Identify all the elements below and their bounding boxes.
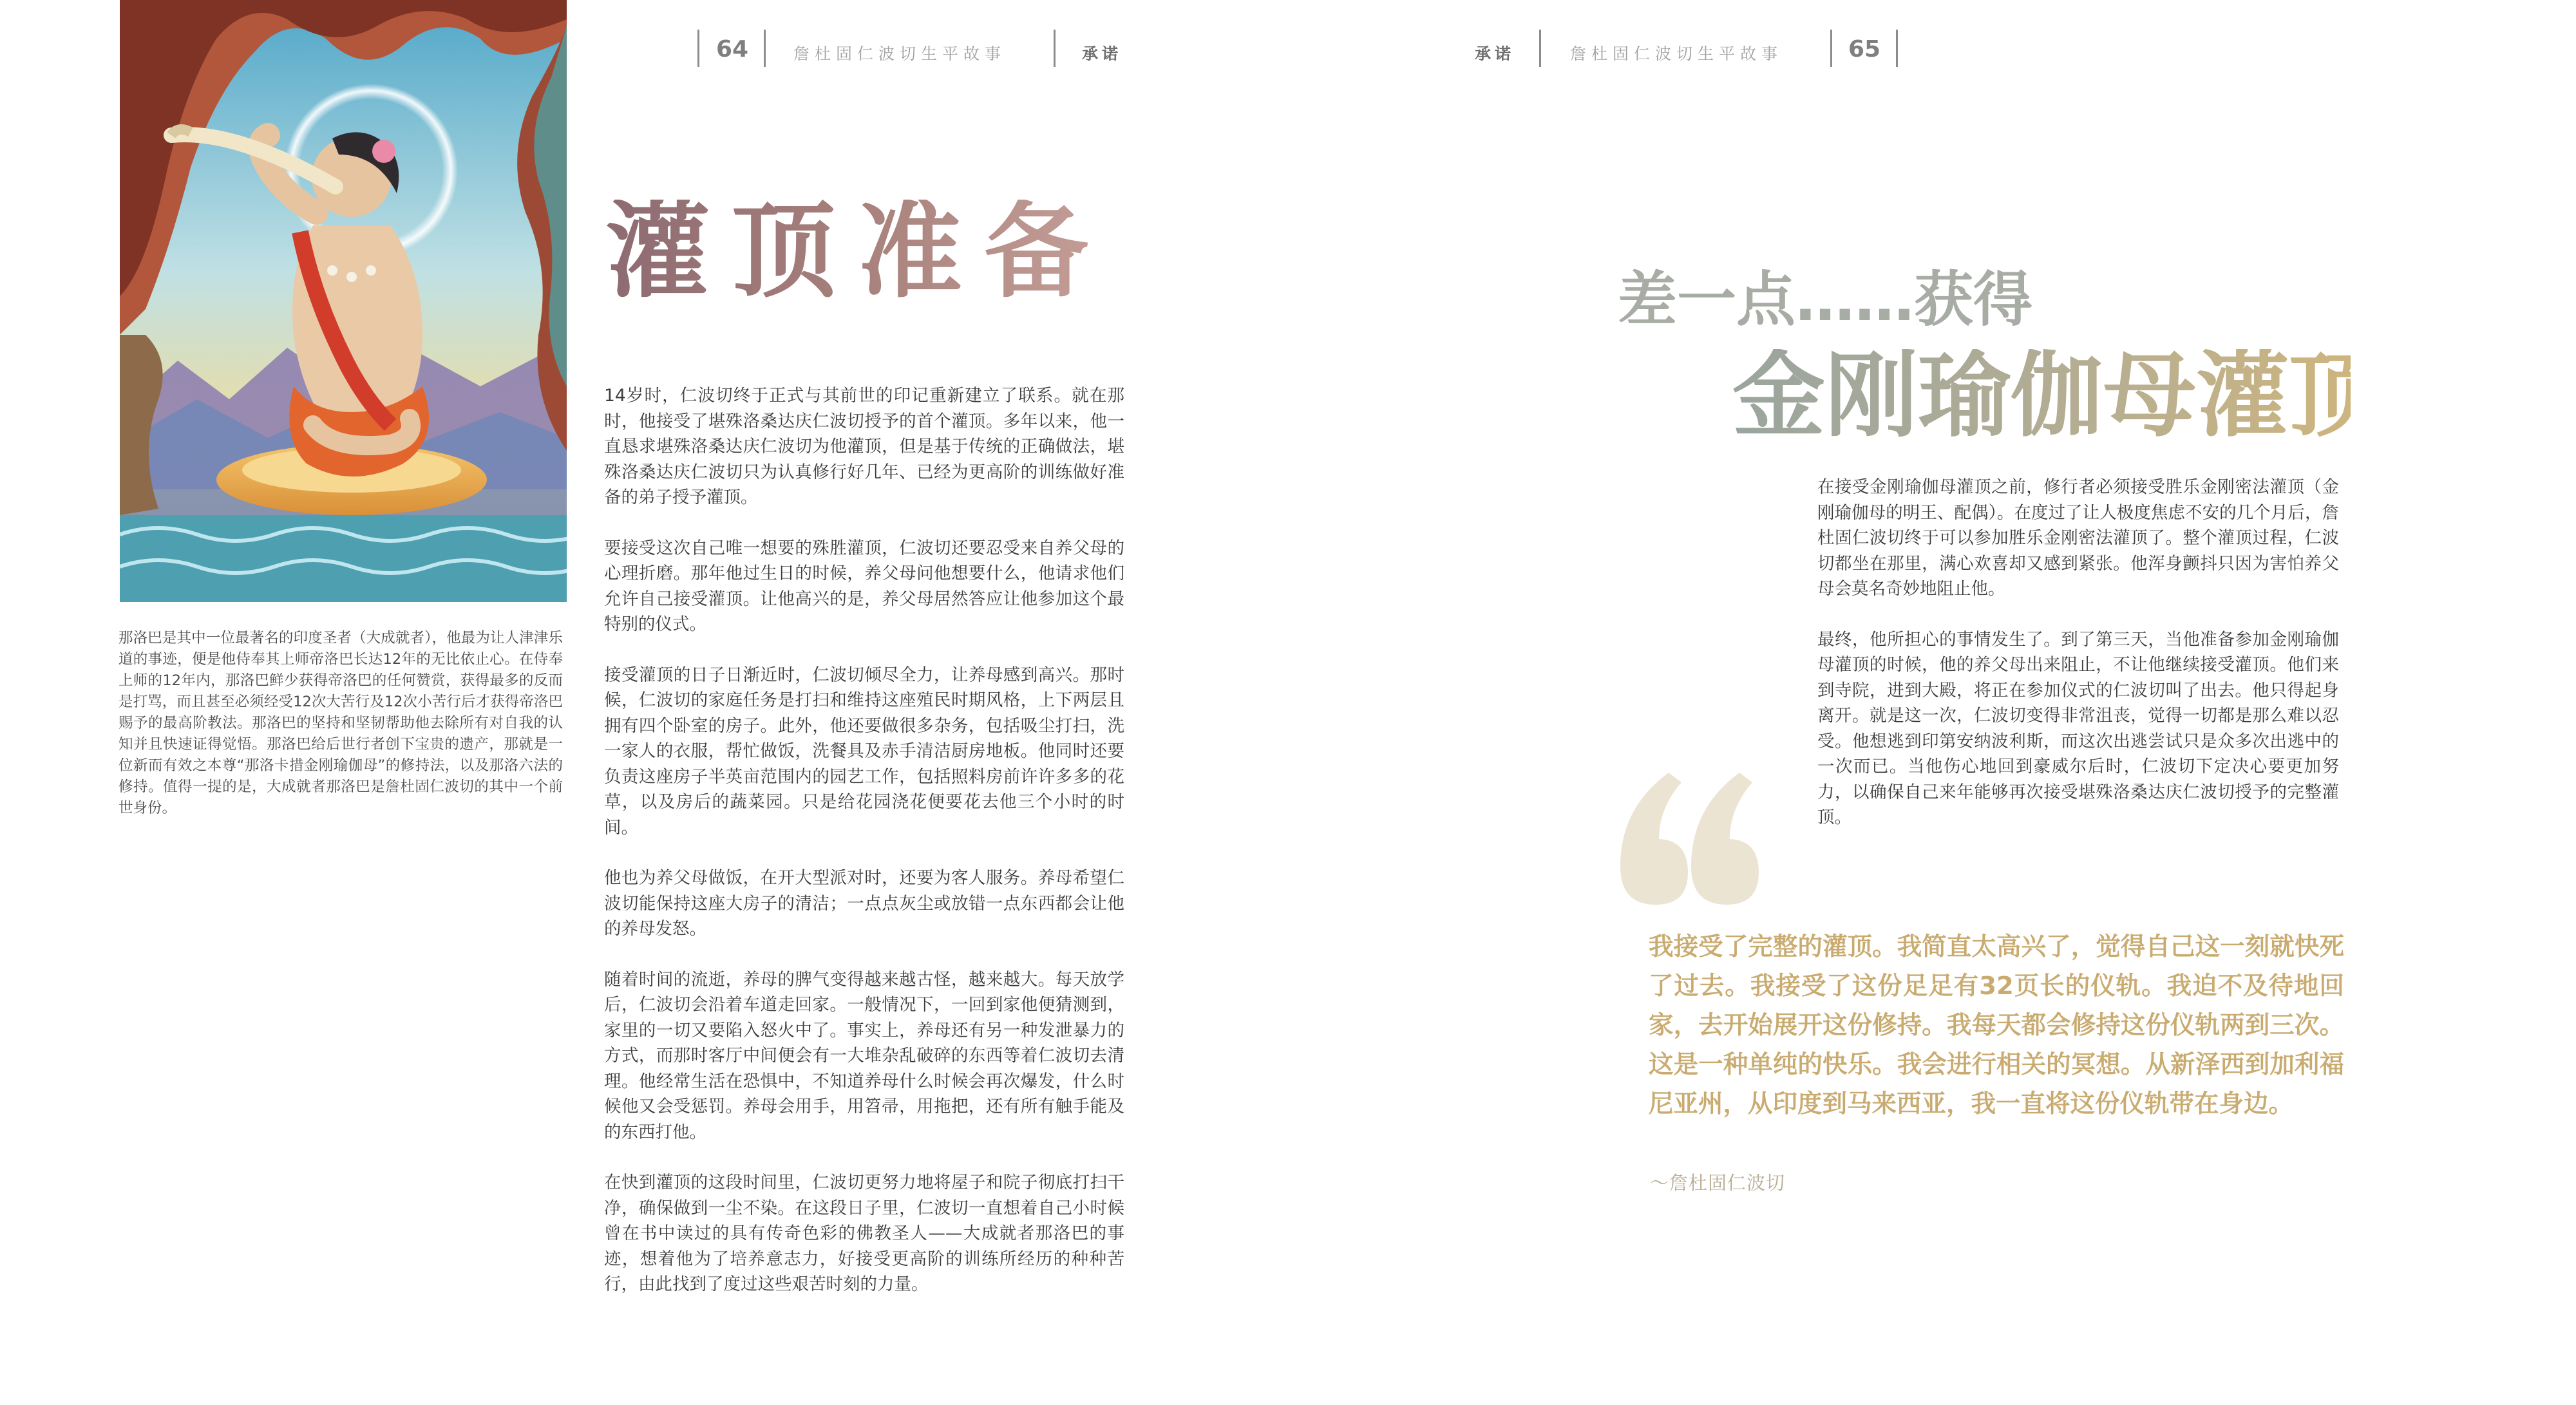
pull-quote: 我接受了完整的灌顶。我简直太高兴了，觉得自己这一刻就快死了过去。我接受了这份足足有32页长的仪轨。我迫不及待地回家，去开始展开这份修持。我每天都会修持这份仪轨两到三次。这是一种单纯的快乐。我会进行相关的冥想。从新泽西到加利福尼亚州，从印度到马来西亚，我一直将这份仪轨带在身边。 bbox=[1649, 932, 2344, 1118]
paragraph: 在接受金刚瑜伽母灌顶之前，修行者必须接受胜乐金刚密法灌顶（金刚瑜伽母的明王、配偶）。在度过了让人极度焦虑不安的几个月后，詹杜固仁波切终于可以参加胜乐金刚密法灌顶了。整个灌顶过程，仁波切都坐在那里，满心欢喜却又感到紧张。他浑身颤抖只因为害怕养父母会莫名奇妙地阻止他。 bbox=[1817, 477, 2339, 599]
paragraph: 随着时间的流逝，养母的脾气变得越来越古怪，越来越大。每天放学后，仁波切会沿着车道走回家。一般情况下，一回到家他便猜测到，家里的一切又要陷入怒火中了。事实上，养母还有另一种发泄暴力的方式，而那时客厅中间便会有一大堆杂乱破碎的东西等着仁波切去清理。他经常生活在恐惧中，不知道养母什么时候会再次爆发，什么时候他又会受惩罚。养母会用手，用笤帚，用拖把，还有所有触手能及的东西打他。 bbox=[604, 969, 1124, 1142]
page-number-left: 64 bbox=[716, 36, 749, 62]
body-text-right bbox=[1817, 475, 2339, 856]
open-quote-icon bbox=[1614, 769, 1762, 907]
naropa-thangka-painting bbox=[120, 0, 567, 602]
paragraph: 要接受这次自己唯一想要的殊胜灌顶，仁波切还要忍受来自养父母的心理折磨。那年他过生日的时候，养父母问他想要什么，他请求他们允许自己接受灌顶。让他高兴的是，养父母居然答应让他参加这个最特别的仪式。 bbox=[604, 538, 1124, 634]
body-text-left bbox=[604, 383, 1124, 1323]
section-subtitle: 差一点……获得 bbox=[1618, 265, 2033, 334]
paragraph: 14岁时，仁波切终于正式与其前世的印记重新建立了联系。就在那时，他接受了堪殊洛桑达庆仁波切授予的首个灌顶。多年以来，他一直恳求堪殊洛桑达庆仁波切为他灌顶，但是基于传统的正确做法，堪殊洛桑达庆仁波切只为认真修行好几年、已经为更高阶的训练做好准备的弟子授予灌顶。 bbox=[604, 386, 1124, 507]
page-title-left: 灌顶准备 bbox=[605, 200, 1133, 304]
running-head-left: 詹杜固仁波切生平故事 bbox=[793, 44, 1007, 63]
page-number-right: 65 bbox=[1848, 36, 1881, 62]
header-divider bbox=[1539, 30, 1541, 67]
paragraph: 最终，他所担心的事情发生了。到了第三天，当他准备参加金刚瑜伽母灌顶的时候，他的养父母出来阻止，不让他继续接受灌顶。他们来到寺院，进到大殿，将正在参加仪式的仁波切叫了出去。他只得起身离开。就是这一次，仁波切变得非常沮丧，觉得一切都是那么难以忍受。他想逃到印第安纳波利斯，而这次出逃尝试只是众多次出逃中的一次而已。当他伤心地回到豪威尔后时，仁波切下定决心要更加努力，以确保自己来年能够再次接受堪殊洛桑达庆仁波切授予的完整灌顶。 bbox=[1817, 629, 2339, 827]
chapter-label-left: 承诺 bbox=[1082, 44, 1122, 63]
header-divider bbox=[764, 30, 766, 67]
chapter-label-right: 承诺 bbox=[1475, 44, 1515, 63]
header-divider bbox=[1830, 30, 1832, 67]
paragraph: 在快到灌顶的这段时间里，仁波切更努力地将屋子和院子彻底打扫干净，确保做到一尘不染。在这段日子里，仁波切一直想着自己小时候曾在书中读过的具有传奇色彩的佛教圣人——大成就者那洛巴的事迹，想着他为了培养意志力，好接受更高阶的训练所经历的种种苦行，由此找到了度过这些艰苦时刻的力量。 bbox=[604, 1173, 1124, 1294]
header-divider bbox=[1054, 30, 1056, 67]
paragraph: 接受灌顶的日子日渐近时，仁波切倾尽全力，让养母感到高兴。那时候，仁波切的家庭任务是打扫和维持这座殖民时期风格，上下两层且拥有四个卧室的房子。此外，他还要做很多杂务，包括吸尘打扫，洗一家人的衣服，帮忙做饭，洗餐具及赤手清洁厨房地板。他同时还要负责这座房子半英亩范围内的园艺工作，包括照料房前许许多多的花草，以及房后的蔬菜园。只是给花园浇花便要花去他三个小时的时间。 bbox=[604, 665, 1124, 838]
page-title-right: 金刚瑜伽母灌顶 bbox=[1732, 341, 2382, 449]
header-divider bbox=[1896, 30, 1898, 67]
header-divider bbox=[697, 30, 699, 67]
running-head-right: 詹杜固仁波切生平故事 bbox=[1570, 44, 1783, 63]
paragraph: 他也为养父母做饭，在开大型派对时，还要为客人服务。养母希望仁波切能保持这座大房子的清洁；一点点灰尘或放错一点东西都会让他的养母发怒。 bbox=[604, 868, 1124, 939]
image-caption: 那洛巴是其中一位最著名的印度圣者（大成就者），他最为让人津津乐道的事迹，便是他侍奉其上师帝洛巴长达12年的无比依止心。在侍奉上师的12年内，那洛巴鲜少获得帝洛巴的任何赞赏，获得最多的反而是打骂，而且甚至必须经受12次大苦行及12次小苦行后才获得帝洛巴赐予的最高阶教法。那洛巴的坚持和坚韧帮助他去除所有对自我的认知并且快速证得觉悟。那洛巴给后世行者创下宝贵的遗产，那就是一位新而有效之本尊“那洛卡措金刚瑜伽母”的修持法，以及那洛六法的修持。值得一提的是，大成就者那洛巴是詹杜固仁波切的其中一个前世身份。 bbox=[118, 630, 563, 816]
quote-attribution: ～詹杜固仁波切 bbox=[1650, 1172, 1786, 1194]
